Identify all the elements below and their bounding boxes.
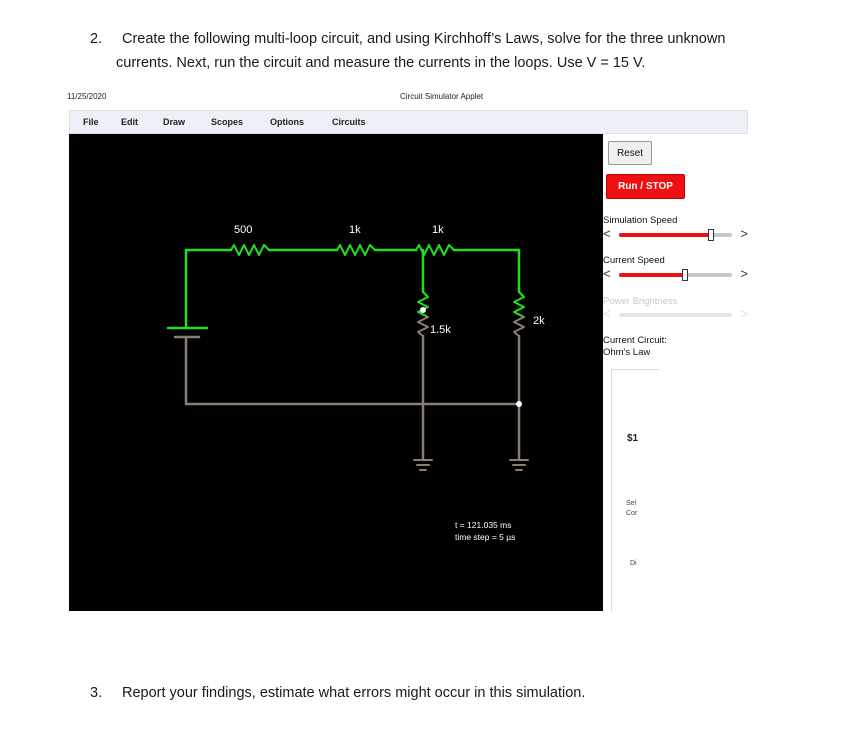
slider-track — [619, 233, 732, 237]
chevron-left-icon[interactable]: < — [603, 266, 611, 281]
menu-draw[interactable]: Draw — [163, 117, 186, 127]
applet-sidebar — [603, 134, 748, 611]
info-panel — [611, 369, 660, 612]
current-circuit-name: Ohm's Law — [603, 347, 651, 358]
chevron-right-icon[interactable]: > — [740, 266, 748, 281]
info-di-text: Di — [630, 560, 637, 567]
node-dot — [516, 401, 522, 407]
power-brightness-label: Power Brightness — [603, 296, 678, 307]
slider-track — [619, 313, 732, 317]
menu-edit[interactable]: Edit — [121, 117, 138, 127]
power-brightness-slider — [603, 308, 748, 322]
question-text-line-1: Report your findings, estimate what errors might occur in this simulation. — [122, 685, 586, 701]
status-time: t = 121.035 ms — [455, 520, 512, 530]
run-stop-button[interactable]: Run / STOP — [606, 174, 685, 199]
status-timestep: time step = 5 µs — [455, 532, 516, 542]
current-speed-label: Current Speed — [603, 255, 665, 266]
menu-circuits[interactable]: Circuits — [332, 117, 366, 127]
ground-symbol-2 — [510, 460, 528, 470]
slider-thumb[interactable] — [682, 269, 688, 281]
chevron-left-icon: < — [603, 306, 611, 321]
question-number: 3. — [90, 685, 103, 701]
slider-track — [619, 273, 732, 277]
current-circuit-info — [603, 335, 667, 359]
current-speed-slider[interactable] — [603, 268, 748, 282]
current-circuit-label: Current Circuit: — [603, 335, 667, 346]
active-wires — [168, 250, 519, 328]
node-dot — [420, 307, 426, 313]
simulation-speed-slider[interactable] — [603, 228, 748, 242]
label-1k-b: 1k — [432, 224, 444, 236]
applet-menu-bar — [69, 110, 748, 134]
label-500: 500 — [234, 224, 253, 236]
resistor-1k-b[interactable] — [416, 245, 454, 255]
applet-date: 11/25/2020 — [67, 92, 107, 101]
menu-file[interactable]: File — [83, 117, 99, 127]
circuit-diagram — [69, 134, 603, 611]
resistor-1-5k[interactable] — [418, 292, 428, 317]
info-dollar: $1 — [627, 433, 639, 444]
label-2k: 2k — [533, 315, 545, 327]
reset-button[interactable]: Reset — [608, 141, 652, 165]
resistor-2k[interactable] — [514, 292, 524, 317]
label-1-5k: 1.5k — [430, 324, 451, 336]
resistor-1-5k-lower — [418, 317, 428, 336]
info-cor-text: Cor — [626, 510, 638, 517]
slider-thumb[interactable] — [708, 229, 714, 241]
question-text-line-2: currents. Next, run the circuit and measure the currents in the loops. Use V = 15 V. — [116, 55, 646, 71]
question-text-line-1: Create the following multi-loop circuit, and using Kirchhoff’s Laws, solve for the three unknown — [122, 31, 726, 47]
ground-wires — [175, 336, 519, 460]
circuit-canvas[interactable] — [69, 134, 603, 611]
info-select-text: Sel — [626, 500, 637, 507]
question-number: 2. — [90, 31, 103, 47]
chevron-right-icon[interactable]: > — [740, 226, 748, 241]
menu-scopes[interactable]: Scopes — [211, 117, 244, 127]
simulation-speed-label: Simulation Speed — [603, 215, 678, 226]
applet-title: Circuit Simulator Applet — [400, 92, 484, 101]
chevron-left-icon[interactable]: < — [603, 226, 611, 241]
resistor-1k-a[interactable] — [337, 245, 375, 255]
chevron-right-icon: > — [740, 306, 748, 321]
resistor-2k-lower — [514, 317, 524, 336]
resistor-500[interactable] — [231, 245, 269, 255]
label-1k-a: 1k — [349, 224, 361, 236]
menu-options[interactable]: Options — [270, 117, 304, 127]
ground-symbol-1 — [414, 460, 432, 470]
